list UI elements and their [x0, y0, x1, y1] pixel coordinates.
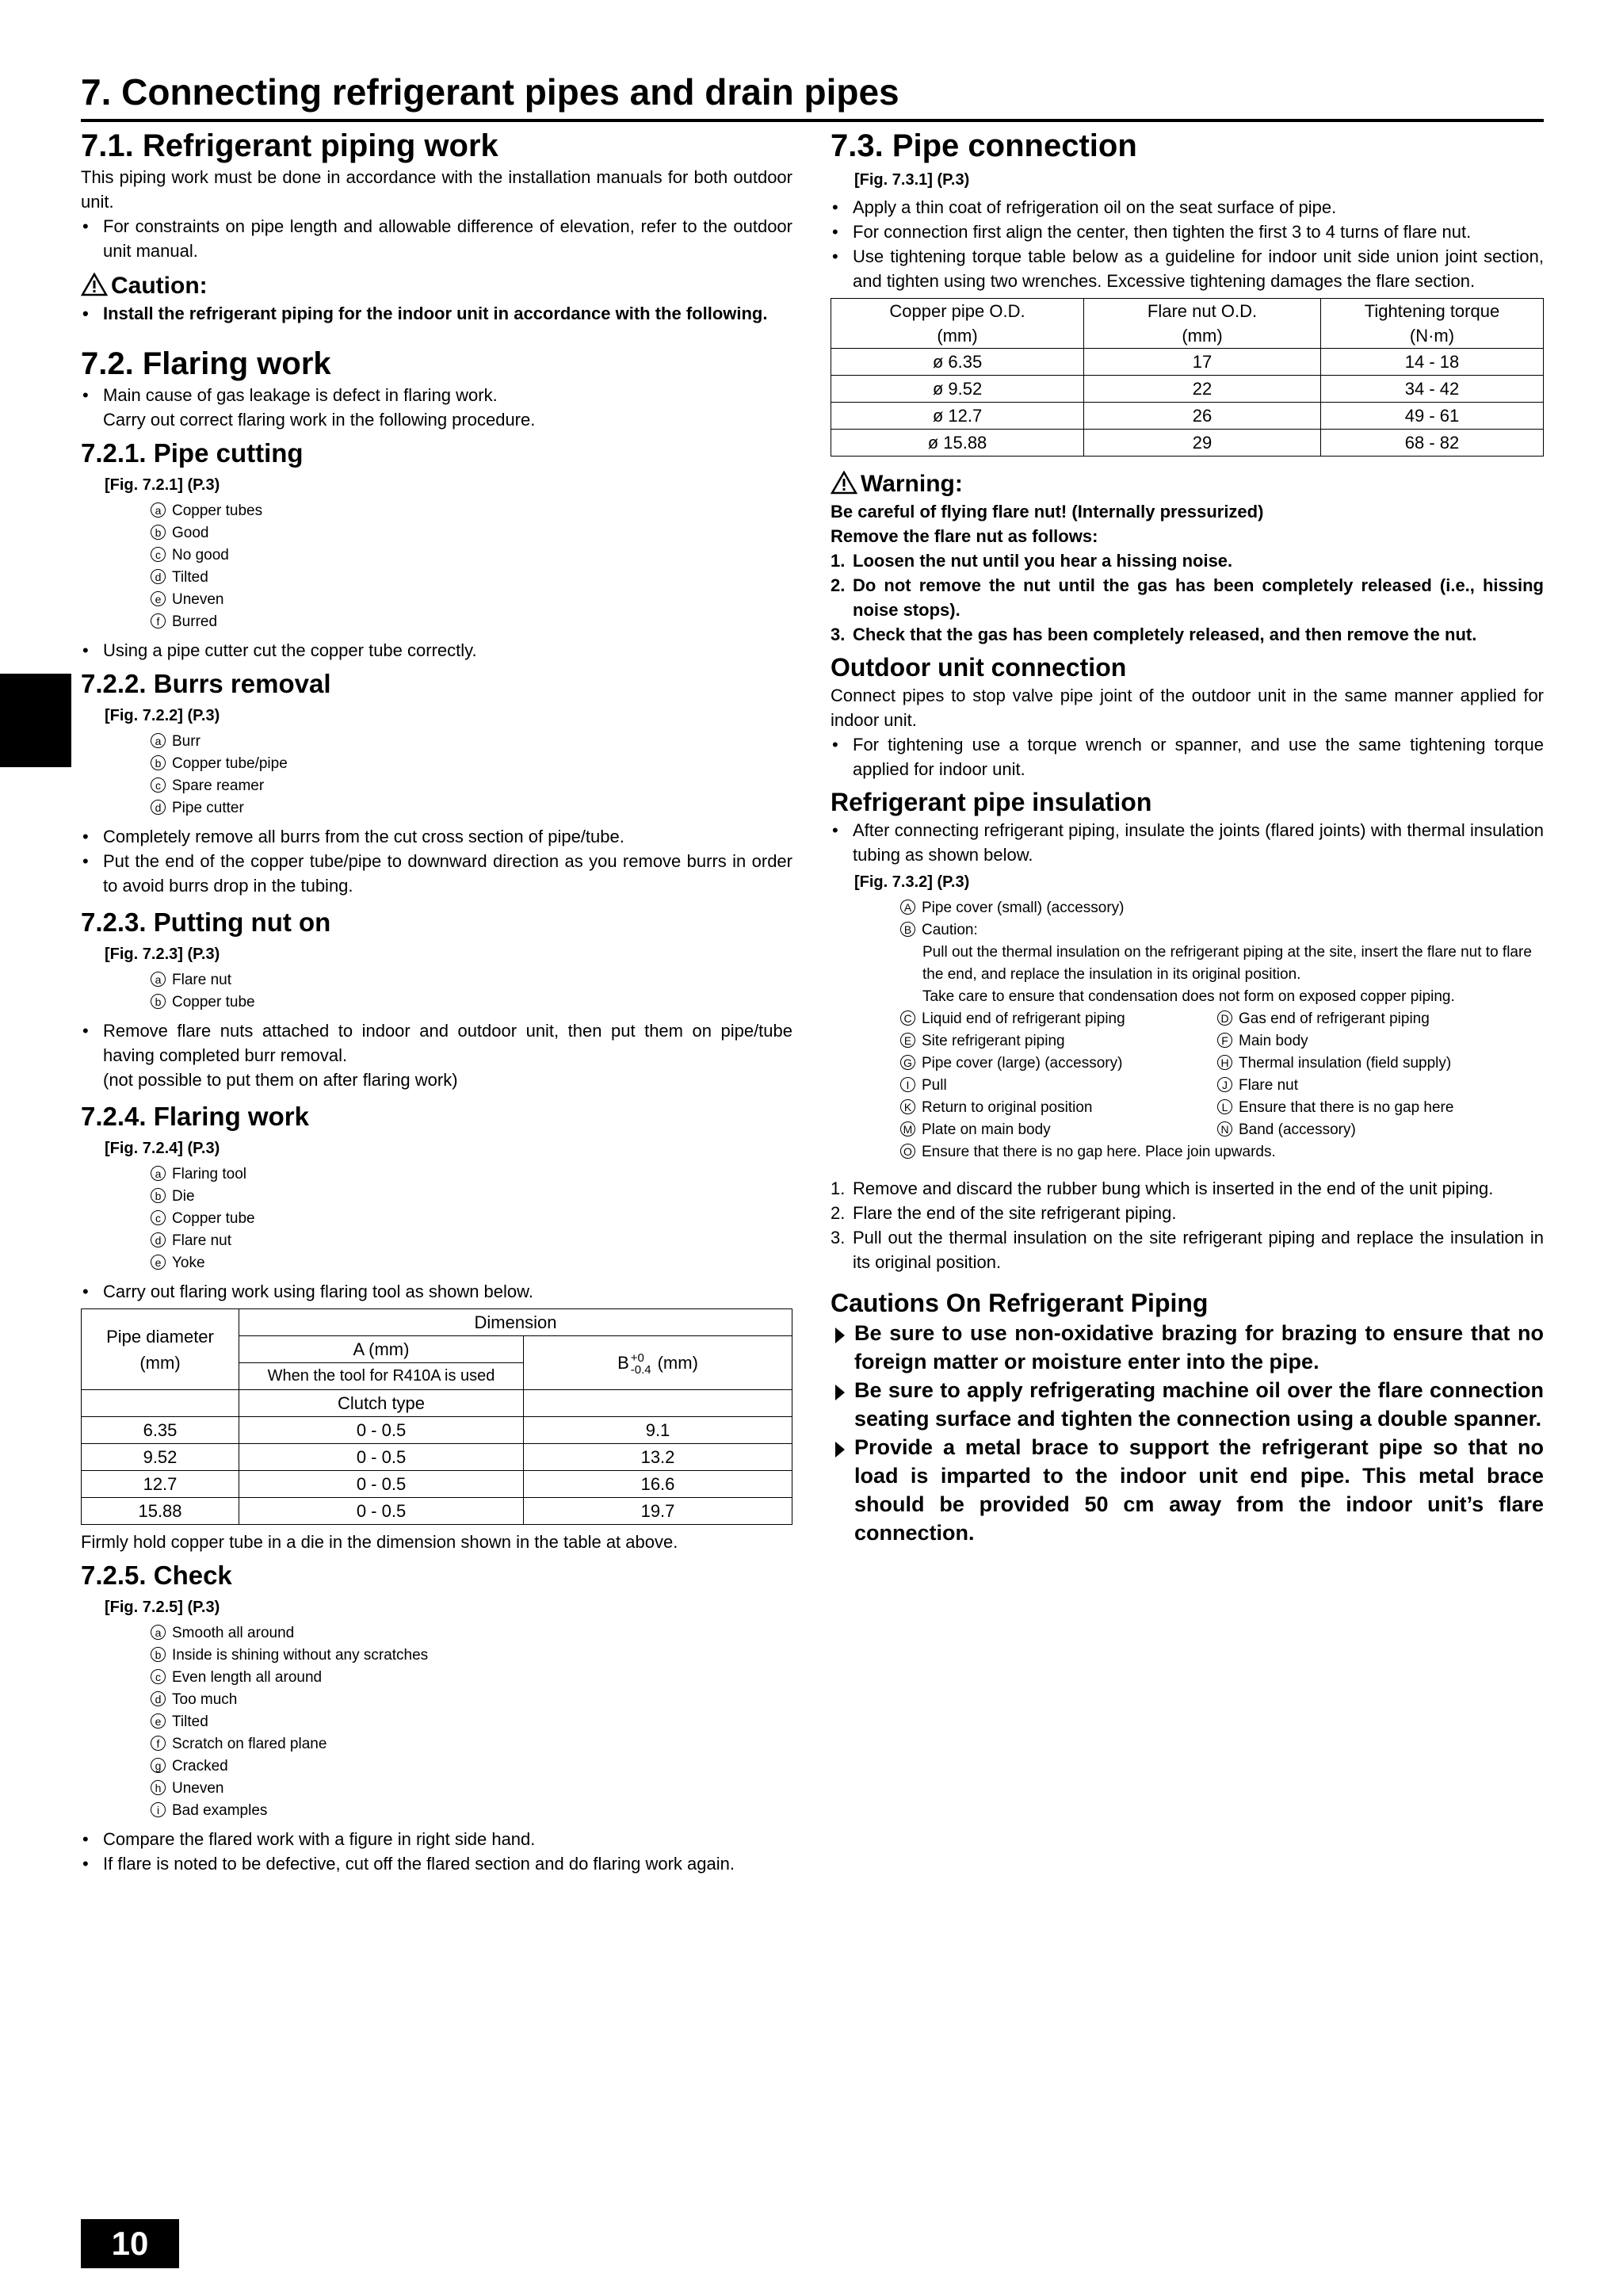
header-dimension: Dimension — [239, 1309, 792, 1336]
table-cell: 16.6 — [524, 1471, 792, 1498]
legend-item: b Die — [151, 1186, 792, 1208]
table-row — [82, 1417, 792, 1444]
text: This piping work must be done in accordance with the installation manuals for both outdoor unit. — [81, 167, 792, 212]
figure-legend — [81, 500, 792, 633]
legend-item: c Even length all around — [151, 1667, 792, 1689]
legend-item: b Copper tube/pipe — [151, 753, 792, 775]
legend-item: a Flare nut — [151, 969, 792, 991]
bullet-item: • Use tightening torque table below as a guideline for indoor unit side union joint section, and tighten using two wrenches. Excessive tightening damages the flare section. — [832, 246, 1544, 291]
table-cell: 0 - 0.5 — [239, 1471, 524, 1498]
header-torque: Tightening torque (N·m) — [1321, 299, 1544, 349]
bullet-item: • Using a pipe cutter cut the copper tube correctly. — [82, 640, 477, 660]
header-b-mm: B +0 -0.4 (mm) — [524, 1336, 792, 1390]
legend-item: h Uneven — [151, 1778, 792, 1800]
table-cell: ø 6.35 — [831, 349, 1084, 376]
header-flare-nut: Flare nut O.D. (mm) — [1084, 299, 1321, 349]
legend-note: Pull out the thermal insulation on the refrigerant piping at the site, insert the flare nut to flare the end, and replace the insulation in its original position. — [922, 944, 1532, 983]
legend-marker: f — [151, 613, 166, 628]
legend-marker: C — [900, 1010, 915, 1026]
figure-reference: [Fig. 7.2.4] (P.3) — [105, 1140, 220, 1157]
bullet-item: • Compare the flared work with a figure in right side hand. — [82, 1829, 536, 1849]
warning-steps — [831, 548, 1544, 647]
legend-marker: a — [151, 1166, 166, 1181]
legend-marker: d — [151, 569, 166, 584]
caution-heading: Caution: — [81, 271, 792, 301]
header-empty — [524, 1390, 792, 1417]
table-row — [82, 1471, 792, 1498]
section-tab-marker — [0, 674, 71, 767]
legend-item: M Plate on main body — [900, 1119, 1217, 1141]
table-cell: ø 12.7 — [831, 403, 1084, 430]
legend-marker: F — [1217, 1033, 1232, 1048]
table-cell: 29 — [1084, 430, 1321, 457]
legend-item: g Cracked — [151, 1755, 792, 1778]
legend-marker: b — [151, 1647, 166, 1662]
legend-item: c Spare reamer — [151, 775, 792, 797]
figure-reference: [Fig. 7.2.3] (P.3) — [105, 946, 220, 963]
warning-triangle-icon — [831, 471, 857, 495]
bullet-item: • For connection first align the center, then tighten the first 3 to 4 turns of flare nut. — [832, 222, 1472, 242]
legend-marker: b — [151, 994, 166, 1009]
legend-item: I Pull — [900, 1075, 1217, 1097]
bullet-item: • For tightening use a torque wrench or spanner, and use the same tightening torque applied for indoor unit. — [832, 735, 1544, 779]
legend-item: N Band (accessory) — [1217, 1119, 1550, 1141]
procedure-steps — [831, 1176, 1544, 1274]
table-cell: 12.7 — [82, 1471, 239, 1498]
numbered-item: 1. Remove and discard the rubber bung which is inserted in the end of the unit piping. — [831, 1179, 1494, 1198]
caution-item: Be sure to apply refrigerating machine oil over the flare connection seating surface and tighten the connection using a double spanner. — [831, 1376, 1544, 1433]
legend-marker: c — [151, 547, 166, 562]
figure-legend — [81, 1163, 792, 1274]
legend-item: d Pipe cutter — [151, 797, 792, 819]
legend-marker: c — [151, 1669, 166, 1684]
legend-item: b Inside is shining without any scratches — [151, 1645, 792, 1667]
table-cell: 68 - 82 — [1321, 430, 1544, 457]
legend-marker: d — [151, 1691, 166, 1706]
legend-marker: f — [151, 1736, 166, 1751]
legend-marker: M — [900, 1121, 915, 1137]
section-7-2-title: 7.2. Flaring work — [81, 346, 331, 381]
table-cell: 6.35 — [82, 1417, 239, 1444]
legend-marker: E — [900, 1033, 915, 1048]
legend-item: D Gas end of refrigerant piping — [1217, 1008, 1550, 1030]
legend-marker: K — [900, 1099, 915, 1114]
legend-marker: h — [151, 1780, 166, 1795]
legend-item: a Smooth all around — [151, 1622, 792, 1645]
table-cell: ø 15.88 — [831, 430, 1084, 457]
table-cell: 17 — [1084, 349, 1321, 376]
legend-item: f Burred — [151, 611, 792, 633]
legend-marker: b — [151, 1188, 166, 1203]
table-row — [831, 403, 1544, 430]
legend-marker: c — [151, 777, 166, 793]
legend-marker: a — [151, 972, 166, 987]
text: Connect pipes to stop valve pipe joint of the outdoor unit in the same manner applied for indoor unit. — [831, 686, 1544, 730]
figure-legend — [81, 1622, 792, 1822]
legend-item: G Pipe cover (large) (accessory) — [900, 1052, 1217, 1075]
legend-item: e Yoke — [151, 1252, 792, 1274]
legend-marker: e — [151, 1255, 166, 1270]
section-7-2-2-title: 7.2.2. Burrs removal — [81, 669, 331, 698]
legend-item: e Tilted — [151, 1711, 792, 1733]
bullet-item: • Put the end of the copper tube/pipe to downward direction as you remove burrs in order to avoid burrs drop in the tubing. — [82, 851, 792, 896]
figure-reference: [Fig. 7.2.1] (P.3) — [105, 476, 220, 494]
section-7-1-title: 7.1. Refrigerant piping work — [81, 128, 498, 163]
legend-item: a Flaring tool — [151, 1163, 792, 1186]
table-cell: 13.2 — [524, 1444, 792, 1471]
text: Firmly hold copper tube in a die in the dimension shown in the table at above. — [81, 1532, 678, 1552]
legend-marker: e — [151, 1713, 166, 1729]
triangle-bullet-icon — [835, 1385, 845, 1400]
table-row — [831, 430, 1544, 457]
caution-item: Provide a metal brace to support the refrigerant pipe so that no load is imparted to the indoor unit end pipe. This metal brace should be provided 50 cm away from the indoor unit’s flare connection. — [831, 1433, 1544, 1547]
table-cell: 0 - 0.5 — [239, 1417, 524, 1444]
left-column — [81, 127, 792, 1876]
text: Carry out correct flaring work in the following procedure. — [103, 410, 536, 430]
table-cell: 49 - 61 — [1321, 403, 1544, 430]
legend-marker: H — [1217, 1055, 1232, 1070]
numbered-item: 1. Loosen the nut until you hear a hissing noise. — [831, 551, 1233, 571]
warning-heading: Warning: — [831, 469, 1544, 499]
header-clutch-type: Clutch type — [239, 1390, 524, 1417]
header-a-mm: A (mm) — [239, 1336, 524, 1363]
legend-note: Take care to ensure that condensation does not form on exposed copper piping. — [922, 988, 1455, 1005]
legend-item: d Flare nut — [151, 1230, 792, 1252]
legend-item: H Thermal insulation (field supply) — [1217, 1052, 1550, 1075]
section-7-2-5-title: 7.2.5. Check — [81, 1561, 232, 1590]
legend-marker: D — [1217, 1010, 1232, 1026]
legend-marker: i — [151, 1802, 166, 1817]
table-row — [831, 349, 1544, 376]
pipe-insulation-title: Refrigerant pipe insulation — [831, 788, 1152, 816]
cautions-title: Cautions On Refrigerant Piping — [831, 1289, 1209, 1317]
legend-item: J Flare nut — [1217, 1075, 1550, 1097]
legend-item: a Copper tubes — [151, 500, 792, 522]
page-number: 10 — [81, 2219, 179, 2268]
flare-dimension-table — [81, 1308, 792, 1525]
triangle-bullet-icon — [835, 1442, 845, 1457]
numbered-item: 2. Flare the end of the site refrigerant piping. — [831, 1203, 1177, 1223]
legend-item: A Pipe cover (small) (accessory) — [900, 897, 1544, 919]
legend-marker: I — [900, 1077, 915, 1092]
triangle-bullet-icon — [835, 1328, 845, 1343]
title-rule — [81, 119, 1544, 122]
legend-marker: d — [151, 800, 166, 815]
section-7-2-4-title: 7.2.4. Flaring work — [81, 1102, 309, 1131]
legend-item: i Bad examples — [151, 1800, 792, 1822]
bullet-item: • For constraints on pipe length and allowable difference of elevation, refer to the outdoor unit manual. — [82, 216, 792, 261]
bullet-item: • Remove flare nuts attached to indoor and outdoor unit, then put them on pipe/tube having completed burr removal. — [82, 1021, 792, 1065]
legend-item: F Main body — [1217, 1030, 1550, 1052]
numbered-item: 2. Do not remove the nut until the gas has been completely released (i.e., hissing noise stops). — [831, 575, 1544, 620]
table-cell: ø 9.52 — [831, 376, 1084, 403]
legend-marker: a — [151, 502, 166, 518]
cautions-list — [831, 1319, 1544, 1547]
table-cell: 0 - 0.5 — [239, 1444, 524, 1471]
figure-reference: [Fig. 7.3.2] (P.3) — [854, 873, 970, 891]
warning-text: Be careful of flying flare nut! (Internally pressurized) — [831, 502, 1264, 521]
table-row — [82, 1498, 792, 1525]
figure-legend — [81, 731, 792, 819]
legend-marker: a — [151, 1625, 166, 1640]
text: (not possible to put them on after flaring work) — [103, 1070, 458, 1090]
page-title: 7. Connecting refrigerant pipes and drain pipes — [81, 71, 899, 113]
bullet-item: • After connecting refrigerant piping, insulate the joints (flared joints) with thermal insulation tubing as shown below. — [832, 820, 1544, 865]
legend-marker: a — [151, 733, 166, 748]
header-empty — [82, 1390, 239, 1417]
legend-item: d Tilted — [151, 567, 792, 589]
figure-reference: [Fig. 7.2.5] (P.3) — [105, 1599, 220, 1616]
table-cell: 26 — [1084, 403, 1321, 430]
header-pipe-diameter: Pipe diameter (mm) — [82, 1309, 239, 1390]
table-row — [831, 376, 1544, 403]
warning-triangle-icon — [81, 273, 108, 296]
legend-marker: d — [151, 1232, 166, 1247]
legend-item: E Site refrigerant piping — [900, 1030, 1217, 1052]
torque-table — [831, 298, 1544, 457]
table-row — [82, 1444, 792, 1471]
legend-item: O Ensure that there is no gap here. Place join upwards. — [900, 1141, 1544, 1163]
legend-item: c Copper tube — [151, 1208, 792, 1230]
table-cell: 34 - 42 — [1321, 376, 1544, 403]
table-cell: 9.1 — [524, 1417, 792, 1444]
numbered-item: 3. Pull out the thermal insulation on the site refrigerant piping and replace the insulation in its original position. — [831, 1228, 1544, 1272]
figure-legend — [81, 969, 792, 1014]
legend-marker: J — [1217, 1077, 1232, 1092]
legend-item: c No good — [151, 544, 792, 567]
caution-item: Be sure to use non-oxidative brazing for brazing to ensure that no foreign matter or moisture enter into the pipe. — [831, 1319, 1544, 1376]
legend-item: d Too much — [151, 1689, 792, 1711]
numbered-item: 3. Check that the gas has been completely released, and then remove the nut. — [831, 625, 1477, 644]
legend-marker: N — [1217, 1121, 1232, 1137]
legend-marker: G — [900, 1055, 915, 1070]
section-7-3-title: 7.3. Pipe connection — [831, 128, 1137, 163]
legend-item: b Copper tube — [151, 991, 792, 1014]
legend-marker: L — [1217, 1099, 1232, 1114]
legend-item: B Caution: — [900, 919, 1544, 942]
figure-reference: [Fig. 7.3.1] (P.3) — [854, 171, 970, 189]
table-cell: 14 - 18 — [1321, 349, 1544, 376]
bullet-item: • Apply a thin coat of refrigeration oil on the seat surface of pipe. — [832, 197, 1337, 217]
legend-marker: g — [151, 1758, 166, 1773]
table-cell: 9.52 — [82, 1444, 239, 1471]
legend-item: b Good — [151, 522, 792, 544]
legend-item: a Burr — [151, 731, 792, 753]
table-cell: 15.88 — [82, 1498, 239, 1525]
legend-marker: e — [151, 591, 166, 606]
bullet-item: • Main cause of gas leakage is defect in flaring work. — [82, 385, 498, 405]
legend-item: C Liquid end of refrigerant piping — [900, 1008, 1217, 1030]
header-r410a: When the tool for R410A is used — [239, 1363, 524, 1390]
figure-legend-grid — [900, 1008, 1544, 1141]
legend-item: K Return to original position — [900, 1097, 1217, 1119]
header-copper-pipe: Copper pipe O.D. (mm) — [831, 299, 1084, 349]
right-column — [831, 127, 1544, 1547]
legend-marker: c — [151, 1210, 166, 1225]
legend-marker: b — [151, 755, 166, 770]
table-cell: 19.7 — [524, 1498, 792, 1525]
bullet-item: • Carry out flaring work using flaring tool as shown below. — [82, 1282, 533, 1301]
legend-item: e Uneven — [151, 589, 792, 611]
outdoor-unit-connection-title: Outdoor unit connection — [831, 653, 1127, 682]
section-7-2-3-title: 7.2.3. Putting nut on — [81, 907, 331, 937]
bullet-item: • If flare is noted to be defective, cut off the flared section and do flaring work again. — [82, 1854, 735, 1874]
table-cell: 0 - 0.5 — [239, 1498, 524, 1525]
legend-item: L Ensure that there is no gap here — [1217, 1097, 1550, 1119]
legend-marker: b — [151, 525, 166, 540]
legend-item: f Scratch on flared plane — [151, 1733, 792, 1755]
figure-reference: [Fig. 7.2.2] (P.3) — [105, 707, 220, 724]
bullet-item: • Completely remove all burrs from the cut cross section of pipe/tube. — [82, 827, 624, 846]
caution-text: • Install the refrigerant piping for the indoor unit in accordance with the following. — [82, 304, 768, 323]
table-cell: 22 — [1084, 376, 1321, 403]
section-7-2-1-title: 7.2.1. Pipe cutting — [81, 438, 304, 468]
warning-text: Remove the flare nut as follows: — [831, 526, 1098, 546]
